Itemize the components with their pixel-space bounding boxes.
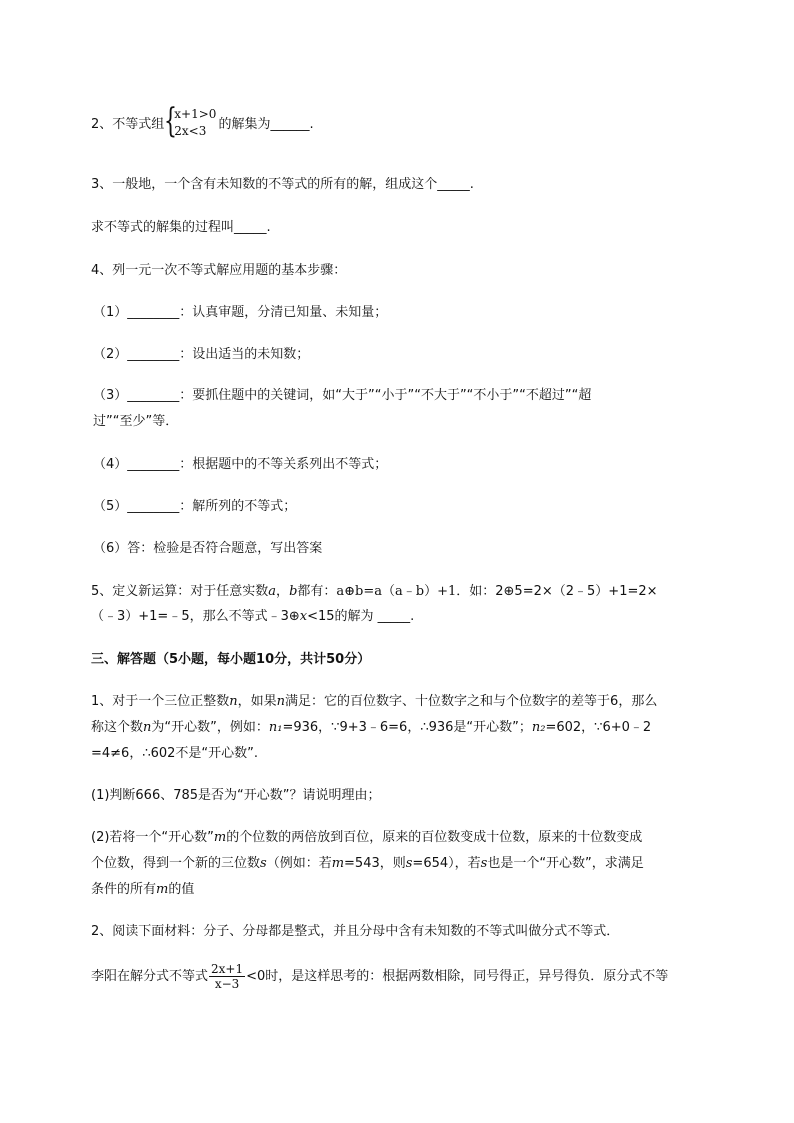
problem-1-text: 条件的所有 — [91, 882, 157, 897]
question-4-step-3-line-1: （3）________：要抓住题中的关键词，如“大于”“小于”“不大于”“不小于”“不超过”“超 — [93, 388, 592, 403]
inequality-system — [164, 101, 217, 143]
problem-1-text: 满足：它的百位数字、十位数字之和与个位数字的差等于6，那么 — [285, 694, 658, 709]
question-4-step-6: （6）答：检验是否符合题意，写出答案 — [93, 541, 323, 556]
problem-2-line-1: 2、阅读下面材料：分子、分母都是整式，并且分母中含有未知数的不等式叫做分式不等式． — [91, 924, 620, 939]
variable-x: x — [299, 609, 308, 624]
problem-1-text: 的值 — [168, 882, 195, 897]
problem-1-line-3: =4≠6，∴602不是“开心数”. — [91, 746, 259, 761]
question-5-line-2 — [91, 606, 414, 628]
question-5-line-1 — [91, 581, 658, 603]
variable-n2: n₂ — [531, 720, 546, 735]
problem-1-text: =602，∵6+0﹣2 — [545, 720, 652, 735]
variable-s: s — [260, 856, 267, 871]
variable-a: a — [268, 584, 277, 599]
question-4-step-1: （1）________：认真审题，分清已知量、未知量； — [93, 305, 388, 320]
operation-definition: a⊕b=a（a﹣b）+1 — [336, 584, 457, 599]
problem-1-subquestion-2-line-3 — [91, 879, 194, 901]
question-5-example: ．如：2⊕5=2×（2﹣5）+1=2× — [456, 584, 658, 599]
left-brace-icon: { — [164, 101, 178, 141]
question-4-step-4: （4）________：根据题中的不等关系列出不等式； — [93, 457, 388, 472]
variable-m: m — [213, 830, 227, 845]
variable-n: n — [229, 694, 238, 709]
question-4-step-3-line-2: 过”“至少”等． — [93, 414, 179, 429]
problem-1-line-2 — [91, 717, 651, 739]
problem-1-subquestion-2-line-1 — [91, 827, 642, 849]
question-4-step-2: （2）________：设出适当的未知数； — [93, 347, 310, 362]
question-5-text: <15的解为 _____. — [307, 609, 415, 624]
question-2 — [91, 101, 314, 143]
variable-s: s — [405, 856, 413, 871]
problem-2-line-2 — [91, 962, 668, 991]
problem-1-text: 1、对于一个三位正整数 — [91, 694, 230, 709]
question-2-suffix: 的解集为______. — [218, 117, 314, 132]
question-4-step-5: （5）________：解所列的不等式； — [93, 499, 297, 514]
question-5-text: 5、定义新运算：对于任意实数 — [91, 584, 269, 599]
variable-b: b — [289, 584, 298, 599]
problem-1-line-1 — [91, 691, 657, 713]
variable-m: m — [156, 882, 169, 897]
fraction-inequality — [209, 962, 245, 991]
system-row-1: x+1>0 — [174, 107, 217, 121]
question-5-text: （﹣3）+1=﹣5，那么不等式﹣3⊕ — [91, 609, 300, 624]
problem-1-text: 的个位数的两倍放到百位，原来的百位数变成十位数，原来的十位数变成 — [226, 830, 643, 845]
problem-1-subquestion-2-line-2 — [91, 853, 644, 875]
problem-1-text: (2)若将一个“开心数” — [91, 830, 214, 845]
question-2-prefix: 2、不等式组 — [91, 117, 165, 132]
problem-1-text: =936，∵9+3﹣6=6，∴936是“开心数”； — [282, 720, 532, 735]
system-row-2: 2x<3 — [174, 124, 207, 138]
question-4-title: 4、列一元一次不等式解应用题的基本步骤： — [91, 263, 347, 278]
variable-n: n — [143, 720, 152, 735]
problem-1-text: （例如：若 — [266, 856, 332, 871]
separator: ， — [276, 584, 290, 599]
variable-m: m — [331, 856, 345, 871]
problem-2-text: <0时，是这样思考的：根据两数相除，同号得正，异号得负．原分式不等 — [246, 969, 669, 984]
problem-1-text: 个位数，得到一个新的三位数 — [91, 856, 261, 871]
problem-1-text: =654），若 — [412, 856, 481, 871]
problem-1-subquestion-1: (1)判断666、785是否为“开心数”？请说明理由； — [91, 788, 381, 803]
section-3-heading: 三、解答题（5小题，每小题10分，共计50分） — [91, 652, 371, 667]
problem-2-text: 李阳在解分式不等式 — [91, 969, 209, 984]
fraction-denominator: x−3 — [214, 977, 240, 991]
variable-n: n — [276, 694, 286, 709]
problem-1-text: =543，则 — [344, 856, 406, 871]
problem-1-text: ，如果 — [237, 694, 277, 709]
question-5-text: 都有： — [297, 584, 337, 599]
fraction-numerator: 2x+1 — [211, 962, 244, 976]
variable-n1: n₁ — [268, 720, 283, 735]
problem-1-text: 也是一个“开心数”，求满足 — [487, 856, 644, 871]
question-3-line-2: 求不等式的解集的过程叫_____. — [91, 220, 271, 235]
problem-1-text: 为“开心数”，例如： — [151, 720, 269, 735]
problem-1-text: 称这个数 — [91, 720, 144, 735]
question-3-line-1: 3、一般地，一个含有未知数的不等式的所有的解，组成这个_____. — [91, 177, 474, 192]
variable-s: s — [480, 856, 488, 871]
